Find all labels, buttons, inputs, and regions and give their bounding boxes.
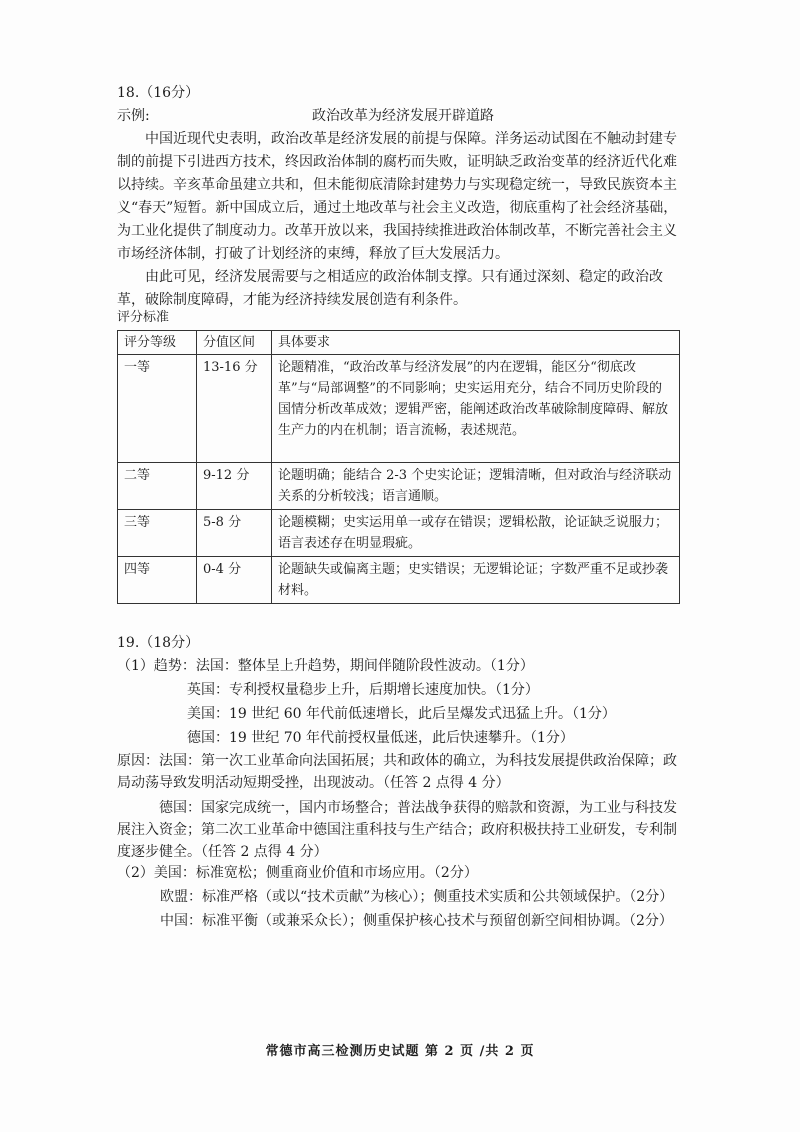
rubric-header-row <box>118 331 680 355</box>
q19-header: 19.（18分） <box>117 635 200 651</box>
essay-paragraph-1: 中国近现代史表明，政治改革是经济发展的前提与保障。洋务运动试图在不触动封建专制的前提下引进西方技术，终因政治体制的腐朽而失败，证明缺乏政治变革的经济近代化难以持续。辛亥革命虽建立共和，但未能彻底清除封建势力与实现稳定统一，导致民族资本主义“春天”短暂。新中国成立后，通过土地改革与社会主义改造，彻底重构了社会经济基础，为工业化提供了制度动力。改革开放以来，我国持续推进政治体制改革，不断完善社会主义市场经济体制，打破了计划经济的束缚，释放了巨大发展活力。 <box>117 131 678 262</box>
rubric-score: 13-16 分 <box>197 355 272 463</box>
rubric-score: 0-4 分 <box>197 557 272 604</box>
q19-reason-france: 原因：法国：第一次工业革命向法国拓展；共和政体的确立，为科技发展提供政治保障；政局动荡导致发明活动短期受挫，出现波动。（任答 2 点得 4 分） <box>117 753 677 791</box>
rubric-requirement: 论题精准，“政治改革与经济发展”的内在逻辑，能区分“彻底改革”与“局部调整”的不同影响；史实运用充分，结合不同历史阶段的国情分析改革成效；逻辑严密，能阐述政治改革破除制度障碍、解放生产力的内在机制；语言流畅，表述规范。 <box>272 355 680 463</box>
rubric-requirement: 论题缺失或偏离主题；史实错误；无逻辑论证；字数严重不足或抄袭材料。 <box>272 557 680 604</box>
q19-trend-france: （1）趋势：法国：整体呈上升趋势，期间伴随阶段性波动。（1分） <box>117 658 534 674</box>
table-row <box>118 355 680 463</box>
rubric-grade: 一等 <box>118 355 197 463</box>
table-row <box>118 557 680 604</box>
q19-trend-usa: 美国：19 世纪 60 年代前低速增长，此后呈爆发式迅猛上升。（1分） <box>187 706 616 722</box>
q19-part2-china: 中国：标准平衡（或兼采众长）；侧重保护核心技术与预留创新空间相协调。（2分） <box>160 913 673 929</box>
rubric-header-requirements: 具体要求 <box>272 331 680 355</box>
rubric-grade: 二等 <box>118 463 197 510</box>
page-footer: 常德市高三检测历史试题 第 2 页 /共 2 页 <box>265 1044 535 1059</box>
q18-header: 18.（16分） <box>117 85 200 101</box>
rubric-score: 9-12 分 <box>197 463 272 510</box>
essay-body <box>117 128 685 312</box>
rubric-table <box>117 330 680 604</box>
rubric-requirement: 论题模糊；史实运用单一或存在错误；逻辑松散，论证缺乏说服力；语言表述存在明显瑕疵。 <box>272 510 680 557</box>
q19-part2-europe: 欧盟：标准严格（或以“技术贡献”为核心）；侧重技术实质和公共领域保护。（2分） <box>160 889 674 905</box>
q19-reason-germany: 德国：国家完成统一，国内市场整合；普法战争获得的赔款和资源，为工业与科技发展注入资金；第二次工业革命中德国注重科技与生产结合；政府积极扶持工业研发，专利制度逐步健全。（任答 2 点得 4 分） <box>117 800 677 860</box>
rubric-grade: 三等 <box>118 510 197 557</box>
essay-paragraph-2: 由此可见，经济发展需要与之相适应的政治体制支撑。只有通过深刻、稳定的政治改革，破除制度障碍，才能为经济持续发展创造有利条件。 <box>117 269 663 308</box>
q19-trend-germany: 德国：19 世纪 70 年代前授权量低迷，此后快速攀升。（1分） <box>187 730 574 746</box>
q19-trend-britain: 英国：专利授权量稳步上升，后期增长速度加快。（1分） <box>187 682 539 698</box>
rubric-header-score: 分值区间 <box>197 331 272 355</box>
example-label: 示例: <box>117 108 150 124</box>
rubric-header-grade: 评分等级 <box>118 331 197 355</box>
rubric-grade: 四等 <box>118 557 197 604</box>
q19-part2-usa: （2）美国：标准宽松；侧重商业价值和市场应用。（2分） <box>117 865 478 881</box>
essay-title: 政治改革为经济发展开辟道路 <box>312 108 494 124</box>
rubric-label: 评分标准 <box>117 310 170 325</box>
table-row <box>118 510 680 557</box>
rubric-requirement: 论题明确；能结合 2-3 个史实论证；逻辑清晰，但对政治与经济联动关系的分析较浅；语言通顺。 <box>272 463 680 510</box>
table-row <box>118 463 680 510</box>
rubric-score: 5-8 分 <box>197 510 272 557</box>
